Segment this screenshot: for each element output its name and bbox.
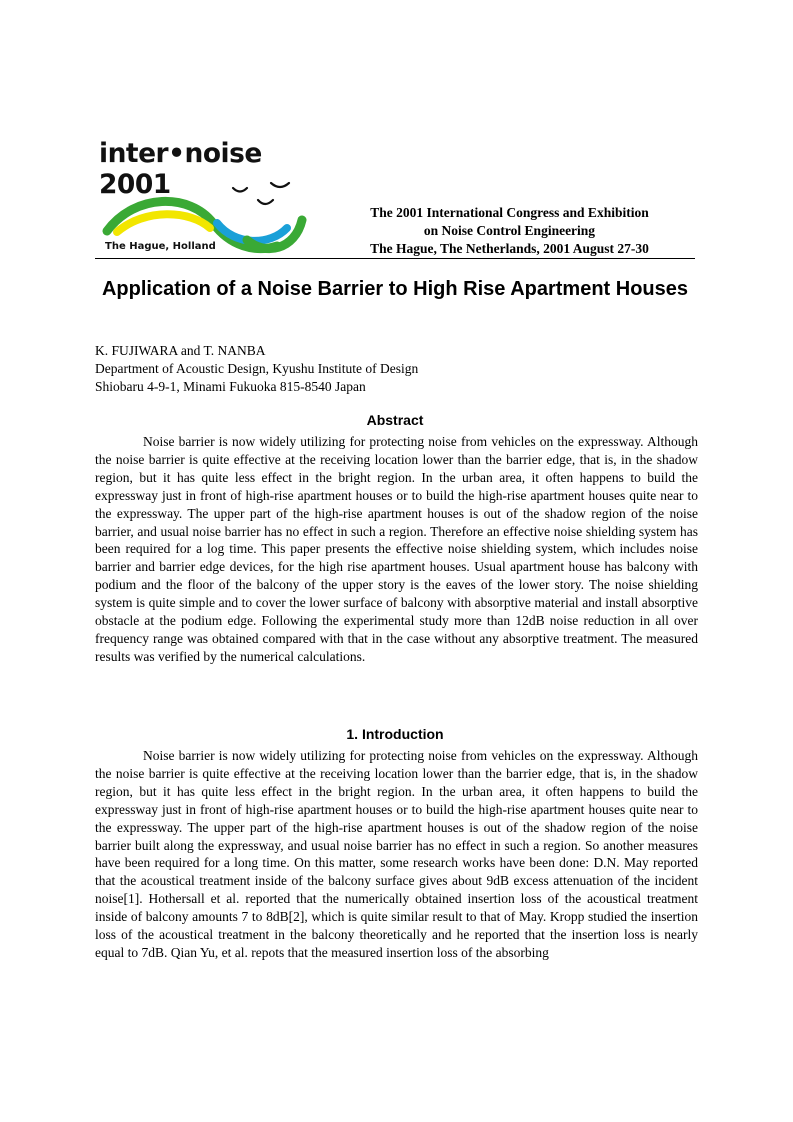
address: Shiobaru 4-9-1, Minami Fukuoka 815-8540 Japan: [95, 379, 366, 394]
abstract-heading: Abstract: [366, 412, 424, 428]
logo-wordmark: inter•noise 2001: [99, 138, 262, 200]
author-block: [95, 342, 695, 396]
logo-place: The Hague, Holland: [105, 241, 216, 252]
affiliation: Department of Acoustic Design, Kyushu Institute of Design: [95, 361, 419, 376]
header-divider: [95, 258, 695, 259]
introduction-heading: 1. Introduction: [346, 726, 444, 742]
conference-line-3: The Hague, The Netherlands, 2001 August 27-30: [370, 241, 649, 256]
conference-line-1: The 2001 International Congress and Exhibition: [370, 205, 649, 220]
abstract-text: Noise barrier is now widely utilizing for protecting noise from vehicles on the expressway. Although the noise barrier is quite effective at the receiving location lower than the barrier edge, that is, in the shadow region, but it has quite less effect in the bright region. In the urban area, it often happens to build the expressway just in front of high-rise apartment houses or to build the high-rise apartment houses quite near to the expressway. The upper part of the high-rise apartment houses is out of the shadow region of the noise barrier, and usual noise barrier has no effect in such a region. Therefore an effective noise shielding system has been required for a log time. This paper presents the effective noise shielding system, which includes noise barrier and barrier edge devices, for the high rise apartment houses. Usual apartment house has balcony with podium and the floor of the balcony of the upper story is the eaves of the lower story. The noise shielding system is quite simple and to cover the lower surface of balcony with absorptive material and install absorptive obstacle at the podium edge. Following the experimental study more than 12dB noise reduction in all over frequency range was obtained compared with that in the case without any absorptive treatment. The measured results was verified by the numerical calculations.: [95, 434, 698, 664]
conference-line-2: on Noise Control Engineering: [423, 223, 596, 238]
paper-title: Application of a Noise Barrier to High Rise Apartment Houses: [101, 278, 689, 300]
introduction-text: Noise barrier is now widely utilizing for protecting noise from vehicles on the expressway. Although the noise barrier is quite effective at the receiving location lower than the barrier edge, that is, in the shadow region, but it has quite less effect in the bright region. In the urban area, it often happens to build the expressway just in front of high-rise apartment houses or to build the high-rise apartment houses quite near to the expressway. The upper part of the high-rise apartment houses is out of the shadow region of the noise barrier built along the expressway, and usual noise barrier has no effect in such a region. So another measures have been required for a long time. On this matter, some research works have been done: D.N. May reported that the acoustical treatment inside of the balcony surface gives about 9dB excess attenuation of the incident noise[1]. Hothersall et al. reported that the numerically obtained insertion loss of the acoustical treatment inside of balcony amounts 7 to 8dB[2], which is quite similar result to that of May. Kropp studied the insertion loss of the acoustical treatment in the balcony theoretically and he reported that the insertion loss is nearly equal to 7dB. Qian Yu, et al. repots that the measured insertion loss of the absorbing: [95, 748, 698, 960]
authors: K. FUJIWARA and T. NANBA: [95, 343, 266, 358]
conference-info: [338, 204, 681, 258]
conference-logo: [95, 128, 335, 263]
